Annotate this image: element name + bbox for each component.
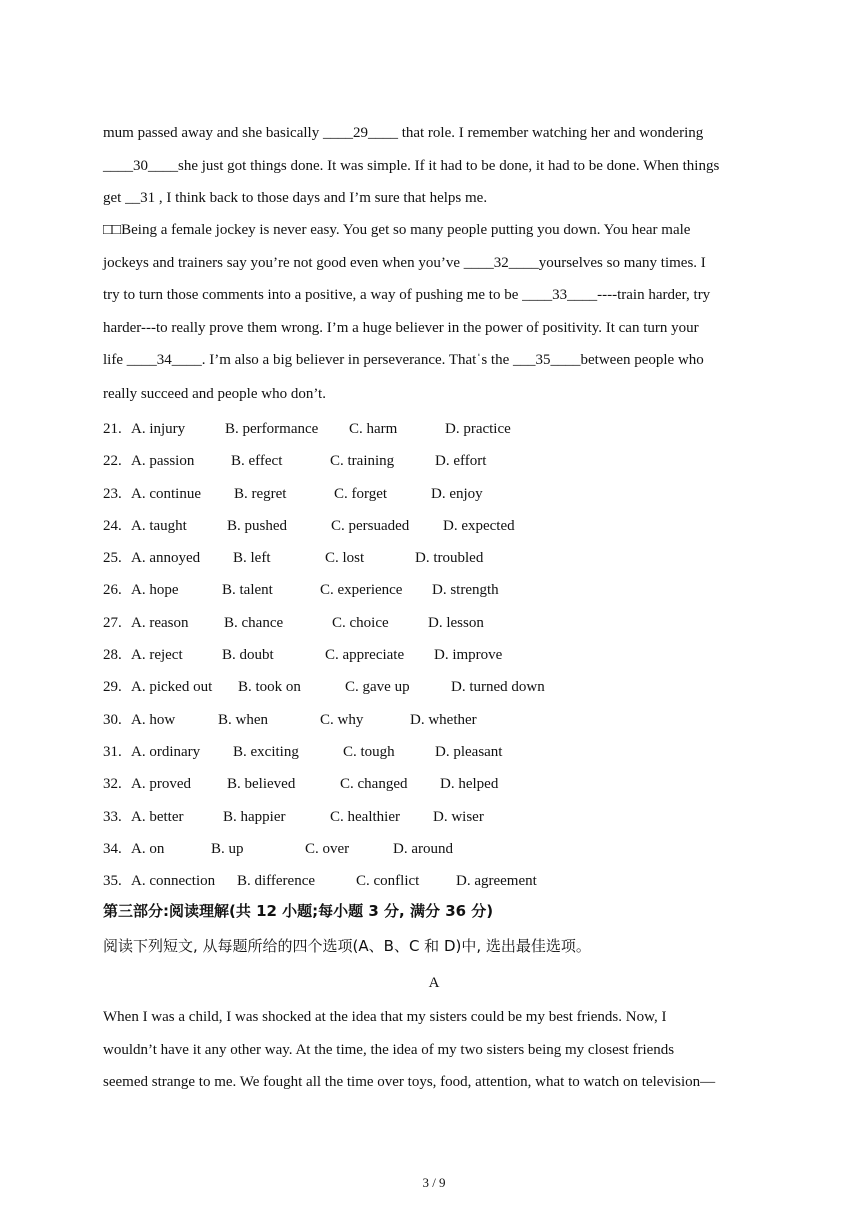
text-line: seemed strange to me. We fought all the time over toys, food, attention, what to watch on television— [103,1074,716,1090]
option-d: D. wiser [433,808,484,825]
option-c: C. harm [349,421,398,437]
option-c: C. choice [332,614,389,631]
option-d: D. agreement [456,873,537,890]
option-b: B. happier [223,808,286,825]
option-a: A. reject [131,647,183,664]
question-row [103,510,768,542]
question-number: 35. [103,873,122,890]
question-number: 23. [103,485,122,502]
option-b: B. when [218,711,268,728]
text-line: □□Being a female jockey is never easy. You get so many people putting you down. You hear male [103,222,691,238]
option-d: D. troubled [415,550,484,567]
option-a: A. on [131,840,165,857]
option-b: B. talent [222,582,273,599]
question-row [103,639,768,671]
question-row [103,542,768,574]
question-row [103,704,768,736]
option-b: B. performance [225,421,319,437]
text-line: jockeys and trainers say you’re not good even when you’ve ____32____yourselves so many times. I [103,254,706,271]
question-number: 25. [103,550,122,567]
text-line: mum passed away and she basically ____29____ that role. I remember watching her and wondering [103,125,704,141]
question-number: 22. [103,453,122,470]
option-c: C. appreciate [325,647,405,664]
option-d: D. expected [443,517,515,534]
option-c: C. forget [334,485,388,502]
option-a: A. picked out [131,679,213,696]
option-c: C. lost [325,550,365,567]
option-a: A. annoyed [131,550,201,567]
text-line: harder---to really prove them wrong. I’m a huge believer in the power of positivity. It can turn your [103,319,699,336]
option-b: B. left [233,550,271,567]
question-number: 30. [103,711,122,728]
option-d: D. lesson [428,614,484,631]
question-number: 33. [103,808,122,825]
option-d: D. helped [440,776,499,793]
option-a: A. injury [131,421,186,437]
option-a: A. taught [131,517,187,534]
question-number: 21. [103,421,122,437]
question-row [103,445,768,477]
question-row [103,574,768,606]
option-c: C. tough [343,743,395,760]
option-d: D. effort [435,453,487,470]
section-title: 第三部分:阅读理解(共 12 小题;每小题 3 分, 满分 36 分) [103,902,494,920]
option-b: B. effect [231,453,283,470]
option-b: B. chance [224,614,284,631]
option-a: A. passion [131,453,195,470]
option-d: D. around [393,840,453,857]
option-c: C. why [320,711,364,728]
option-b: B. pushed [227,517,287,534]
question-row [103,671,768,703]
option-a: A. reason [131,614,189,631]
passage-label: A [428,975,440,991]
option-c: C. healthier [330,808,400,825]
text-line: get __31 , I think back to those days and I’m sure that helps me. [103,190,488,206]
question-row [103,801,768,833]
option-d: D. whether [410,711,477,728]
option-d: D. practice [445,421,511,437]
text-line: try to turn those comments into a positive, a way of pushing me to be ____33____----train harder, try [103,287,711,303]
option-c: C. training [330,453,395,470]
question-row [103,833,768,865]
question-row [103,736,768,768]
option-c: C. persuaded [331,517,410,534]
text-line: really succeed and people who don’t. [103,386,326,402]
question-number: 29. [103,679,122,696]
option-c: C. gave up [345,679,410,696]
option-a: A. proved [131,776,191,793]
question-number: 32. [103,776,122,793]
question-row [103,413,768,445]
option-a: A. connection [131,873,216,890]
question-number: 31. [103,743,122,760]
option-c: C. experience [320,582,403,599]
option-b: B. doubt [222,647,274,664]
paragraph-3 [103,1001,768,1099]
option-d: D. enjoy [431,485,483,502]
paragraph-1 [103,117,768,215]
option-c: C. conflict [356,873,420,890]
question-row [103,768,768,800]
question-row [103,478,768,510]
option-d: D. pleasant [435,743,503,760]
option-d: D. improve [434,647,503,664]
option-c: C. changed [340,776,408,793]
option-a: A. ordinary [131,743,201,760]
question-row [103,607,768,639]
page-number: 3 / 9 [422,1175,446,1190]
question-row [103,865,768,897]
question-number: 28. [103,647,122,664]
question-number: 24. [103,517,122,534]
paragraph-2 [103,214,768,411]
question-number: 27. [103,614,122,631]
text-line: life ____34____. I’m also a big believer in perseverance. Thatˈs the ___35____between people who [103,352,704,368]
option-a: A. hope [131,582,179,599]
question-number: 34. [103,840,122,857]
option-b: B. exciting [233,743,299,760]
option-b: B. regret [234,485,287,502]
option-a: A. how [131,711,176,728]
cloze-options-list [103,413,768,897]
option-b: B. difference [237,873,316,890]
question-number: 26. [103,582,122,599]
option-a: A. better [131,808,184,825]
option-c: C. over [305,840,350,857]
option-b: B. up [211,840,244,857]
option-d: D. strength [432,582,499,599]
text-line: ____30____she just got things done. It was simple. If it had to be done, it had to be done. When things [103,157,720,174]
section-instruction: 阅读下列短文, 从每题所给的四个选项(A、B、C 和 D)中, 选出最佳选项。 [103,937,591,955]
option-d: D. turned down [451,679,545,696]
option-b: B. took on [238,679,301,696]
option-b: B. believed [227,776,296,793]
text-line: When I was a child, I was shocked at the idea that my sisters could be my best friends. Now, I [103,1009,667,1025]
text-line: wouldn’t have it any other way. At the time, the idea of my two sisters being my closest friends [103,1041,675,1058]
option-a: A. continue [131,485,201,502]
